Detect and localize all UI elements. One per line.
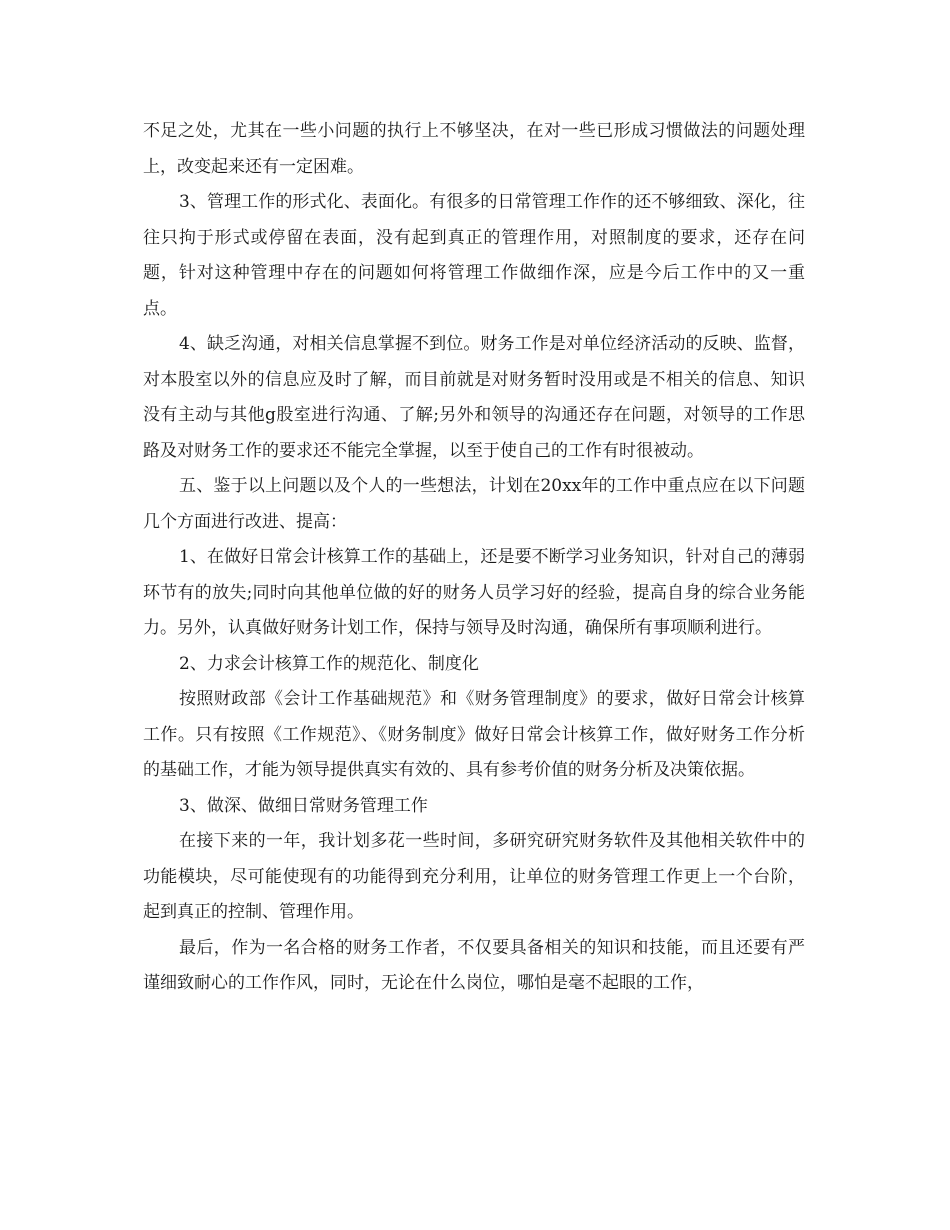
- paragraph-plan-1: 1、在做好日常会计核算工作的基础上，还是要不断学习业务知识，针对自己的薄弱环节有的放失;同时向其他单位做的好的财务人员学习好的经验，提高自身的综合业务能力。另外，认真做好财务计划工作，保持与领导及时沟通，确保所有事项顺利进行。: [143, 547, 805, 638]
- paragraph-section-five: 五、鉴于以上问题以及个人的一些想法，计划在20xx年的工作中重点应在以下问题几个方面进行改进、提高：: [143, 476, 805, 532]
- paragraph-conclusion: 最后，作为一名合格的财务工作者，不仅要具备相关的知识和技能，而且还要有严谨细致耐心的工作作风，同时，无论在什么岗位，哪怕是毫不起眼的工作，: [143, 937, 805, 993]
- paragraph-plan-3-body: 在接下来的一年，我计划多花一些时间，多研究研究财务软件及其他相关软件中的功能模块，尽可能使现有的功能得到充分利用，让单位的财务管理工作更上一个台阶，起到真正的控制、管理作用。: [143, 831, 805, 922]
- paragraph-continuation: 不足之处，尤其在一些小问题的执行上不够坚决，在对一些已形成习惯做法的问题处理上，改变起来还有一定困难。: [143, 121, 805, 177]
- paragraph-item-4-communication: 4、缺乏沟通，对相关信息掌握不到位。财务工作是对单位经济活动的反映、监督，对本股室以外的信息应及时了解，而目前就是对财务暂时没用或是不相关的信息、知识没有主动与其他g股室进行沟通、了解;另外和领导的沟通还存在问题，对领导的工作思路及对财务工作的要求还不能完全掌握，以至于使自己的工作有时很被动。: [143, 334, 805, 461]
- paragraph-item-3-formalism: 3、管理工作的形式化、表面化。有很多的日常管理工作作的还不够细致、深化，往往只拘于形式或停留在表面，没有起到真正的管理作用，对照制度的要求，还存在问题，针对这种管理中存在的问题如何将管理工作做细作深，应是今后工作中的又一重点。: [143, 192, 805, 319]
- paragraph-plan-3-heading: 3、做深、做细日常财务管理工作: [179, 795, 428, 816]
- paragraph-plan-2-body: 按照财政部《会计工作基础规范》和《财务管理制度》的要求，做好日常会计核算工作。只有按照《工作规范》、《财务制度》做好日常会计核算工作，做好财务工作分析的基础工作，才能为领导提供真实有效的、具有参考价值的财务分析及决策依据。: [143, 689, 805, 780]
- document-body: [143, 114, 805, 1002]
- paragraph-plan-2-heading: 2、力求会计核算工作的规范化、制度化: [179, 653, 479, 674]
